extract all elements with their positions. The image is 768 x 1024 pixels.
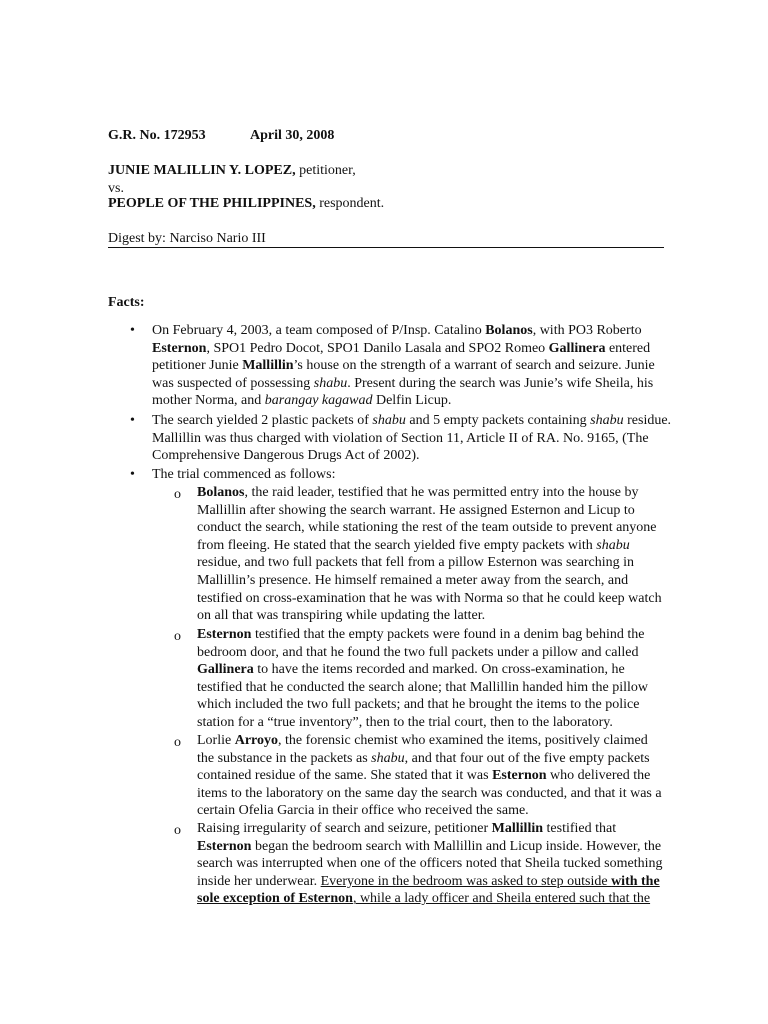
- versus-label: vs.: [108, 181, 124, 196]
- bullet-marker: •: [130, 323, 135, 338]
- bullet-marker: •: [130, 467, 135, 482]
- fact-item-3: The trial commenced as follows:: [152, 467, 336, 482]
- petitioner-role: petitioner,: [295, 163, 356, 178]
- petitioner-name: JUNIE MALILLIN Y. LOPEZ,: [108, 163, 296, 178]
- respondent-line: [108, 195, 384, 213]
- testimony-arroyo: Lorlie Arroyo, the forensic chemist who examined the items, positively claimed the substance in the packets as shabu, and that four out of the five empty packets contained residue of the same. She stated that it was Esternon who delivered the items to the laboratory on the same day the search was conducted, and that it was a certain Ofelia Garcia in their office who received the same.: [197, 733, 662, 819]
- sub-bullet-marker: o: [174, 487, 181, 502]
- facts-heading: Facts:: [108, 295, 145, 310]
- petitioner-line: [108, 162, 356, 180]
- testimony-mallillin: Raising irregularity of search and seizure, petitioner Mallillin testified that Esternon began the bedroom search with Mallillin and Licup inside. However, the search was interrupted when one of the officers noted that Sheila tucked something inside her underwear. Everyone in the bedroom was asked to step outside with the sole exception of Esternon, while a lady officer and Sheila entered such that the: [197, 821, 663, 907]
- bullet-marker: •: [130, 413, 135, 428]
- decision-date: April 30, 2008: [250, 128, 335, 143]
- fact-item-2: The search yielded 2 plastic packets of shabu and 5 empty packets containing shabu residue. Mallillin was thus charged with violation of Section 11, Article II of RA. No. 9165, (The Comprehensive Dangerous Drugs Act of 2002).: [152, 413, 672, 464]
- respondent-name: PEOPLE OF THE PHILIPPINES,: [108, 196, 316, 211]
- testimony-esternon: Esternon testified that the empty packets were found in a denim bag behind the bedroom door, and that he found the two full packets under a pillow and called Gallinera to have the items recorded and marked. On cross-examination, he testified that he conducted the search alone; that Mallillin handed him the pillow which included the two full packets; and that he brought the items to the police station for a “true inventory”, then to the trial court, then to the laboratory.: [197, 627, 648, 730]
- respondent-role: respondent.: [315, 196, 385, 211]
- gr-number: G.R. No. 172953: [108, 128, 206, 143]
- digest-author: Digest by: Narciso Nario III: [108, 231, 266, 246]
- sub-bullet-marker: o: [174, 823, 181, 838]
- sub-bullet-marker: o: [174, 735, 181, 750]
- testimony-bolanos: Bolanos, the raid leader, testified that he was permitted entry into the house by Mallillin after showing the search warrant. He assigned Esternon and Licup to conduct the search, while stationing the rest of the team outside to prevent anyone from fleeing. He stated that the search yielded five empty packets with shabu residue, and two full packets that fell from a pillow Esternon was searching in Mallillin’s presence. He himself remained a meter away from the search, and testified on cross-examination that he was with Norma so that he could keep watch on all that was transpiring while updating the latter.: [197, 485, 662, 624]
- header-divider: [108, 247, 664, 248]
- sub-bullet-marker: o: [174, 629, 181, 644]
- fact-item-1: On February 4, 2003, a team composed of P/Insp. Catalino Bolanos, with PO3 Roberto Esternon, SPO1 Pedro Docot, SPO1 Danilo Lasala and SPO2 Romeo Gallinera entered petitioner Junie Mallillin’s house on the strength of a warrant of search and seizure. Junie was suspected of possessing shabu. Present during the search was Junie’s wife Sheila, his mother Norma, and barangay kagawad Delfin Licup.: [152, 323, 655, 409]
